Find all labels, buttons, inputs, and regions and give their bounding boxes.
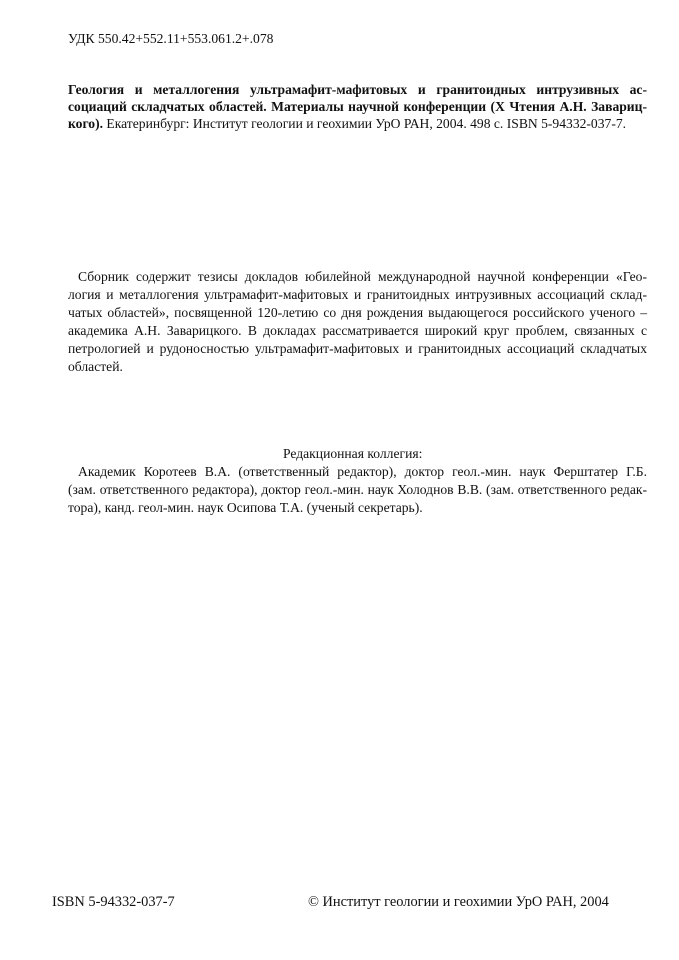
editorial-line-3: тора), канд. геол-мин. наук Осипова Т.А. (ученый секретарь).	[68, 500, 423, 515]
abstract-line-2: логия и металлогения ультрамафит-мафитовых и гранитоидных интрузивных ассоциаций склад-	[68, 287, 647, 302]
editorial-heading: Редакционная коллегия:	[283, 446, 423, 461]
bib-publisher-info: Екатеринбург: Институт геологии и геохимии УрО РАН, 2004. 498 с. ISBN 5-94332-037-7.	[103, 116, 627, 131]
editorial-line-1: Академик Коротеев В.А. (ответственный редактор), доктор геол.-мин. наук Ферштатер Г.Б.	[78, 464, 647, 479]
footer-isbn: ISBN 5-94332-037-7	[52, 894, 175, 910]
bib-title-end: кого).	[68, 116, 104, 131]
abstract-line-6: областей.	[68, 359, 123, 374]
abstract-line-1: Сборник содержит тезисы докладов юбилейной международной научной конференции «Гео-	[78, 269, 647, 284]
abstract-line-5: петрологией и рудоносностью ультрамафит-мафитовых и гранитоидных ассоциаций складчатых	[68, 341, 647, 356]
bib-line-3	[68, 115, 626, 132]
bib-line-1: Геология и металлогения ультрамафит-мафитовых и гранитоидных интрузивных ас-	[68, 82, 647, 97]
abstract-line-3: чатых областей», посвященной 120-летию со дня рождения выдающегося российского ученого –	[68, 305, 647, 320]
udc-code: УДК 550.42+552.11+553.061.2+.078	[68, 31, 274, 46]
editorial-line-2: (зам. ответственного редактора), доктор геол.-мин. наук Холоднов В.В. (зам. ответственного редак-	[68, 482, 647, 497]
footer-copyright: © Институт геологии и геохимии УрО РАН, 2004	[308, 894, 609, 910]
abstract-line-4: академика А.Н. Заварицкого. В докладах рассматривается широкий круг проблем, связанных с	[68, 323, 647, 338]
bib-line-2: социаций складчатых областей. Материалы научной конференции (X Чтения А.Н. Завариц-	[68, 99, 647, 114]
